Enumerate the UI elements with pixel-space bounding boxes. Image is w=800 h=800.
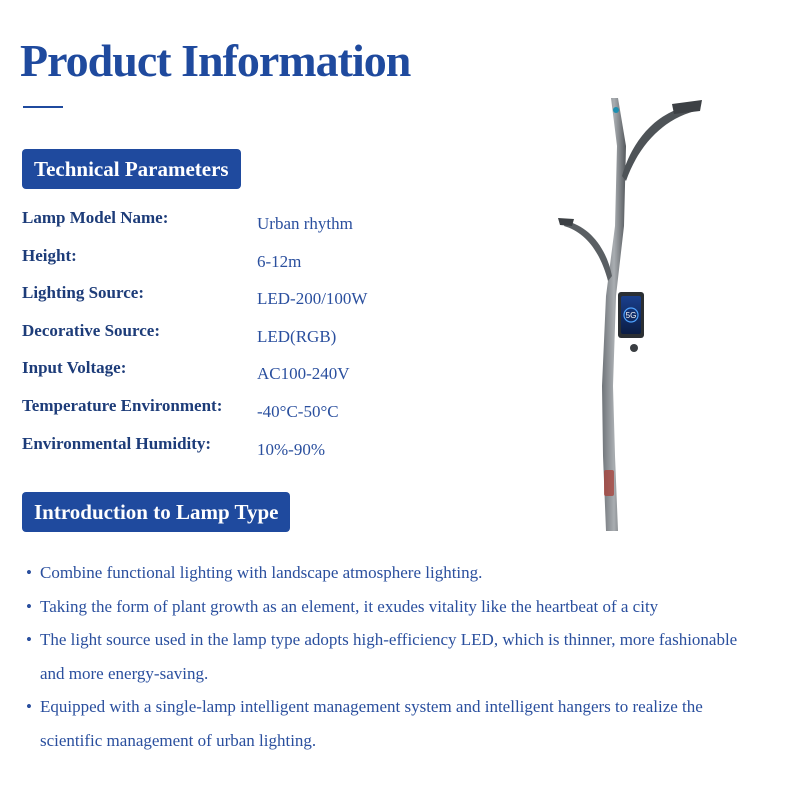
param-value: Urban rhythm (257, 214, 353, 233)
lamp-type-intro-heading: Introduction to Lamp Type (22, 492, 290, 532)
technical-parameters-heading: Technical Parameters (22, 149, 241, 189)
param-value: -40°C-50°C (257, 401, 339, 421)
upper-lamp-head (672, 100, 702, 114)
intro-bullet-list (24, 556, 744, 757)
param-label: Lamp Model Name: (22, 208, 169, 227)
param-label: Decorative Source: (22, 320, 160, 340)
screen-5g-label: 5G (625, 311, 637, 320)
param-label: Height: (22, 245, 77, 265)
lower-lamp-arm (564, 221, 612, 281)
param-label: Input Voltage: (22, 358, 127, 378)
bullet-icon: • (26, 630, 32, 649)
bullet-icon: • (26, 697, 32, 716)
param-value: LED(RGB) (257, 326, 337, 346)
param-label: Environmental Humidity: (22, 433, 212, 453)
bullet-text: Combine functional lighting with landscape atmosphere lighting. (40, 563, 483, 582)
param-label: Lighting Source: (22, 283, 145, 303)
param-label: Temperature Environment: (22, 395, 223, 415)
page-title: Product Information (20, 35, 411, 86)
param-value: AC100-240V (257, 364, 350, 384)
bullet-icon: • (26, 563, 32, 582)
list-item (24, 690, 744, 757)
bullet-text: Taking the form of plant growth as an element, it exudes vitality like the heartbeat of a city (40, 596, 659, 616)
title-underline (23, 106, 63, 108)
list-item (24, 590, 744, 624)
param-value: LED-200/100W (257, 289, 368, 309)
upper-lamp-arm (622, 104, 700, 181)
bullet-icon: • (26, 596, 32, 616)
param-value: 10%-90% (257, 439, 325, 459)
list-item (24, 556, 744, 590)
street-lamp-illustration (540, 86, 720, 556)
pole-base-panel (604, 470, 614, 496)
lower-lamp-head (558, 218, 574, 226)
param-value: 6-12m (257, 251, 302, 271)
bullet-text: The light source used in the lamp type adopts high-efficiency LED, which is thinner, more fashionable and more energy-saving. (40, 630, 738, 683)
pole-top-emblem (613, 107, 619, 113)
hanger-bracket (630, 344, 638, 352)
bullet-text: Equipped with a single-lamp intelligent management system and intelligent hangers to realize the scientific management of urban lighting. (40, 697, 703, 750)
list-item (24, 623, 744, 690)
